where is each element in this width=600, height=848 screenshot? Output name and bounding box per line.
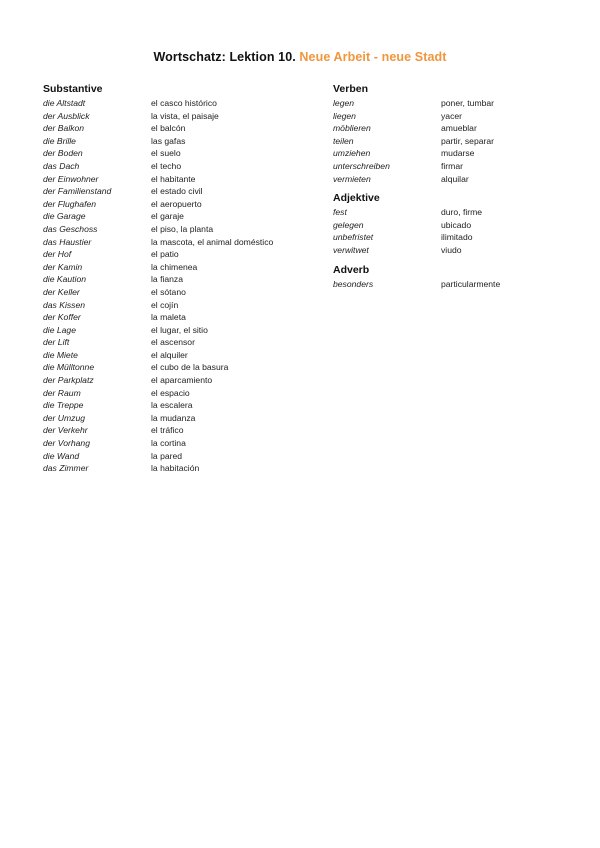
section-heading-adjektive: Adjektive (333, 192, 380, 205)
vocab-row (43, 97, 217, 110)
spanish-translation: la chimenea (151, 261, 198, 272)
spanish-translation: el sótano (151, 286, 186, 297)
german-term: die Kaution (43, 274, 87, 285)
german-term: das Zimmer (43, 463, 89, 474)
vocab-row (333, 135, 495, 148)
german-term: der Keller (43, 286, 80, 297)
german-term: der Einwohner (43, 173, 99, 184)
spanish-translation: el balcón (151, 123, 186, 134)
german-term: der Raum (43, 387, 81, 398)
german-term: besonders (333, 278, 374, 289)
spanish-translation: el alquiler (151, 349, 188, 360)
german-term: verwitwet (333, 244, 369, 255)
vocab-row (333, 97, 495, 110)
german-term: die Mülltonne (43, 362, 95, 373)
vocab-row (43, 273, 184, 286)
vocab-list-verben (333, 97, 495, 185)
vocab-row (43, 311, 186, 324)
section-adjektive (333, 192, 483, 256)
vocab-row (43, 299, 179, 312)
german-term: gelegen (333, 219, 364, 230)
vocab-row (43, 412, 196, 425)
section-adverb (333, 263, 501, 291)
vocab-row (43, 223, 214, 236)
spanish-translation: el habitante (151, 173, 196, 184)
german-term: der Ausblick (43, 110, 90, 121)
spanish-translation: el ascensor (151, 337, 195, 348)
spanish-translation: el lugar, el sitio (151, 324, 208, 335)
spanish-translation: la vista, el paisaje (151, 110, 219, 121)
vocab-row (43, 424, 184, 437)
german-term: die Garage (43, 211, 86, 222)
vocab-row (333, 173, 469, 186)
spanish-translation: viudo (441, 244, 462, 255)
vocab-row (43, 324, 208, 337)
vocab-row (43, 135, 186, 148)
section-verben (333, 83, 495, 185)
vocab-row (333, 219, 472, 232)
spanish-translation: las gafas (151, 135, 186, 146)
vocab-row (43, 349, 188, 362)
german-term: vermieten (333, 173, 371, 184)
vocab-row (43, 110, 219, 123)
spanish-translation: particularmente (441, 278, 501, 289)
vocab-row (43, 160, 182, 173)
german-term: legen (333, 98, 355, 108)
german-term: unbefristet (333, 232, 374, 243)
vocab-row (43, 387, 190, 400)
vocab-row (43, 450, 183, 463)
german-term: das Kissen (43, 299, 86, 310)
spanish-translation: la escalera (151, 400, 193, 411)
title-accent: Neue Arbeit - neue Stadt (299, 50, 447, 64)
vocab-row (43, 147, 181, 160)
vocab-row (43, 374, 213, 387)
german-term: der Verkehr (43, 425, 88, 436)
spanish-translation: el techo (151, 160, 182, 171)
vocab-row (43, 236, 274, 249)
german-term: die Altstadt (43, 98, 86, 108)
german-term: die Lage (43, 324, 76, 335)
german-term: möblieren (333, 123, 371, 134)
german-term: unterschreiben (333, 160, 390, 171)
vocab-row (43, 399, 193, 412)
vocab-row (43, 185, 203, 198)
spanish-translation: partir, separar (441, 135, 495, 146)
section-substantive (43, 83, 274, 475)
vocab-row (43, 437, 186, 450)
vocab-list-substantive (43, 97, 274, 475)
vocab-row (43, 210, 184, 223)
vocab-row (43, 286, 186, 299)
spanish-translation: alquilar (441, 173, 469, 184)
german-term: der Familienstand (43, 186, 112, 197)
spanish-translation: la cortina (151, 438, 186, 449)
vocab-row (43, 198, 202, 211)
german-term: das Haustier (43, 236, 92, 247)
german-term: fest (333, 207, 347, 218)
page-title (0, 50, 600, 64)
german-term: der Balkon (43, 123, 85, 134)
vocab-row (43, 173, 196, 186)
left-column (43, 83, 274, 482)
german-term: die Treppe (43, 400, 84, 411)
spanish-translation: mudarse (441, 148, 475, 159)
spanish-translation: el estado civil (151, 186, 203, 197)
german-term: der Parkplatz (43, 375, 94, 386)
spanish-translation: el espacio (151, 387, 190, 398)
title-main: Wortschatz: Lektion 10. (153, 50, 300, 64)
spanish-translation: la mascota, el animal doméstico (151, 236, 274, 247)
right-column (333, 83, 501, 297)
spanish-translation: el suelo (151, 148, 181, 159)
german-term: liegen (333, 110, 356, 121)
german-term: der Hof (43, 249, 72, 260)
german-term: die Brille (43, 135, 76, 146)
vocab-row (333, 147, 475, 160)
vocab-row (333, 122, 477, 135)
vocab-row (43, 462, 200, 475)
spanish-translation: poner, tumbar (441, 98, 495, 108)
german-term: der Koffer (43, 312, 81, 323)
german-term: der Lift (43, 337, 70, 348)
vocab-list-adjektive (333, 206, 483, 256)
german-term: der Umzug (43, 412, 86, 423)
vocab-row (333, 278, 501, 291)
spanish-translation: la maleta (151, 312, 186, 323)
vocab-row (333, 110, 463, 123)
vocab-row (43, 336, 195, 349)
german-term: das Dach (43, 160, 80, 171)
spanish-translation: yacer (441, 110, 463, 121)
spanish-translation: la fianza (151, 274, 184, 285)
german-term: der Kamin (43, 261, 83, 272)
vocab-row (333, 206, 483, 219)
spanish-translation: duro, firme (441, 207, 483, 218)
spanish-translation: amueblar (441, 123, 477, 134)
german-term: das Geschoss (43, 223, 98, 234)
spanish-translation: ilimitado (441, 232, 473, 243)
spanish-translation: el aeropuerto (151, 198, 202, 209)
german-term: die Miete (43, 349, 78, 360)
vocab-row (43, 248, 179, 261)
spanish-translation: el cubo de la basura (151, 362, 229, 373)
vocab-row (333, 231, 473, 244)
vocab-list-adverb (333, 278, 501, 291)
spanish-translation: el cojín (151, 299, 179, 310)
german-term: die Wand (43, 450, 80, 461)
vocab-row (43, 122, 186, 135)
vocab-row (43, 361, 229, 374)
section-heading-substantive: Substantive (43, 83, 103, 95)
spanish-translation: la mudanza (151, 412, 196, 423)
spanish-translation: el aparcamiento (151, 375, 213, 386)
german-term: umziehen (333, 148, 371, 159)
german-term: der Boden (43, 148, 83, 159)
spanish-translation: el garaje (151, 211, 184, 222)
german-term: der Vorhang (43, 438, 90, 449)
spanish-translation: firmar (441, 160, 463, 171)
german-term: der Flughafen (43, 198, 97, 209)
section-heading-adverb: Adverb (333, 263, 370, 276)
german-term: teilen (333, 135, 354, 146)
spanish-translation: el tráfico (151, 425, 184, 436)
vocab-row (333, 244, 462, 257)
spanish-translation: la habitación (151, 463, 200, 474)
spanish-translation: el casco histórico (151, 98, 217, 108)
spanish-translation: la pared (151, 450, 183, 461)
section-heading-verben: Verben (333, 83, 369, 95)
vocab-row (43, 261, 198, 274)
spanish-translation: el patio (151, 249, 179, 260)
spanish-translation: ubicado (441, 219, 472, 230)
vocab-row (333, 160, 463, 173)
spanish-translation: el piso, la planta (151, 223, 214, 234)
